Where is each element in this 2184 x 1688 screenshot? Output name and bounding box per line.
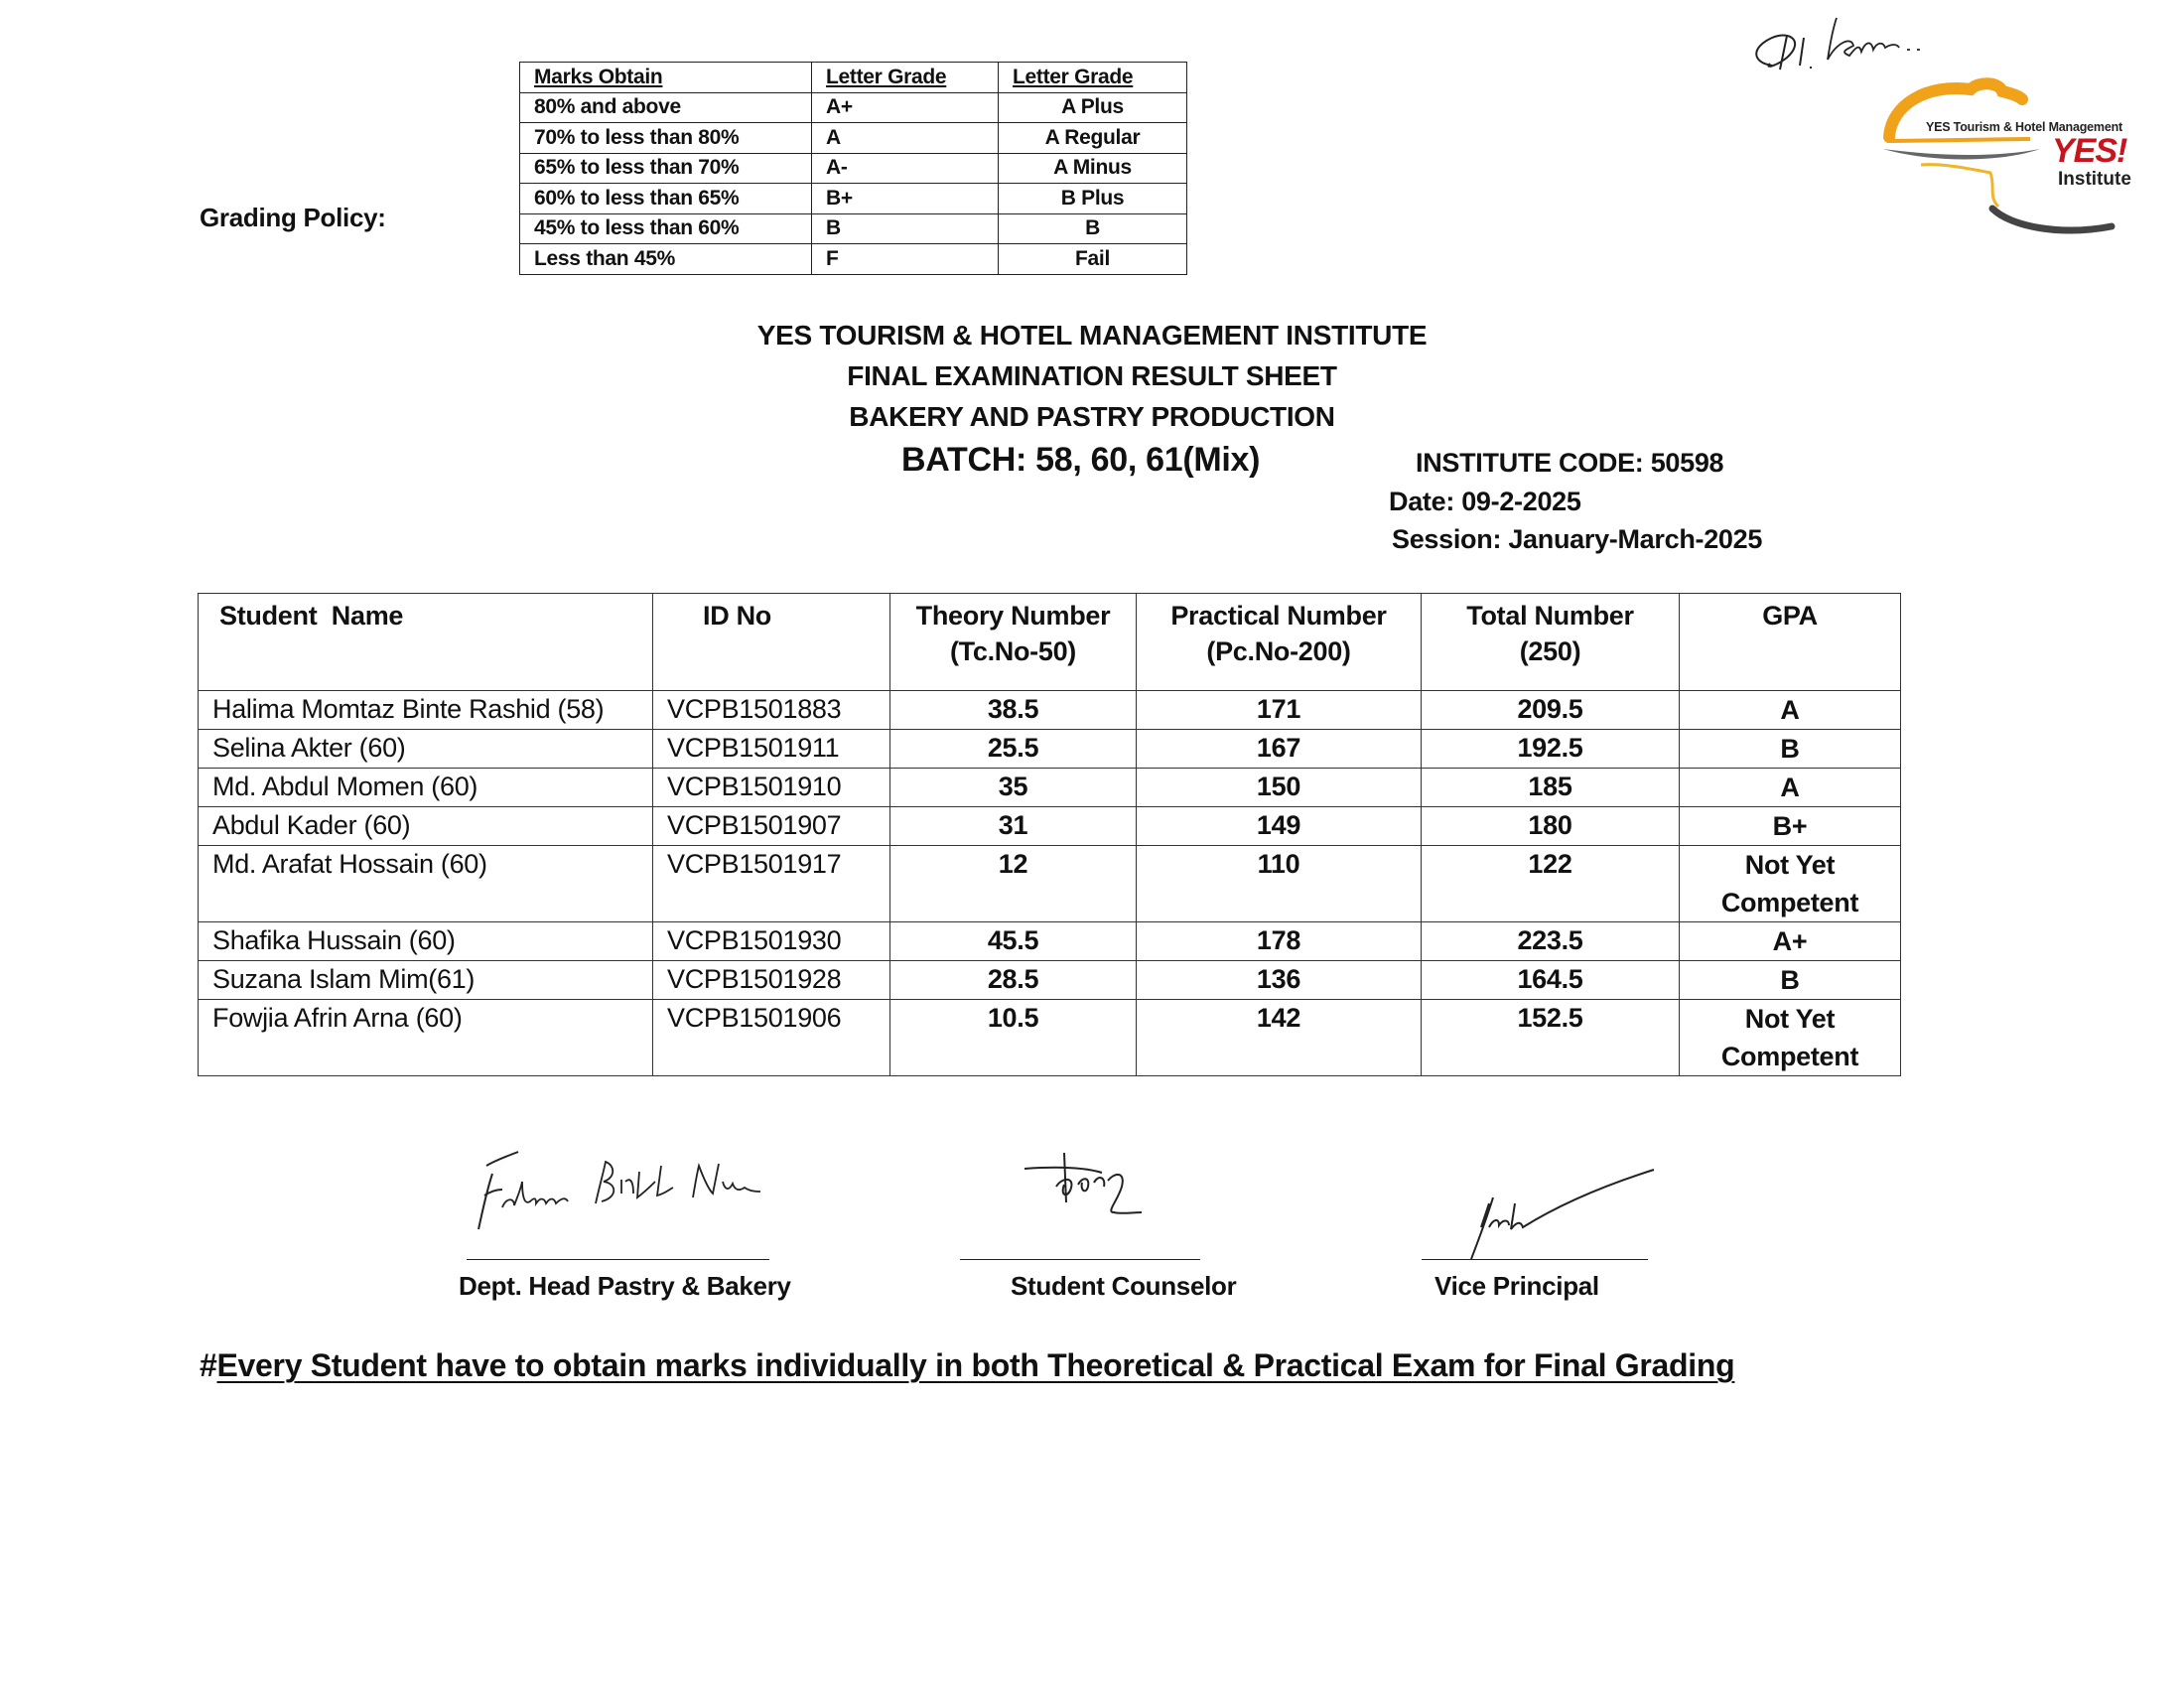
student-id: VCPB1501928 <box>653 961 890 1000</box>
table-row <box>199 922 1901 961</box>
practical-mark: 167 <box>1137 730 1422 769</box>
grading-row <box>520 244 1187 275</box>
column-header-student-name: Student Name <box>199 594 653 691</box>
total-mark: 185 <box>1422 769 1680 807</box>
vice-principal-label: Vice Principal <box>1434 1271 1599 1301</box>
theory-mark: 28.5 <box>890 961 1137 1000</box>
gpa: A+ <box>1680 922 1901 961</box>
gpa <box>1680 1000 1901 1076</box>
grading-row <box>520 92 1187 123</box>
practical-mark: 171 <box>1137 691 1422 730</box>
handwritten-signature-icon <box>457 1142 794 1241</box>
student-name: Abdul Kader (60) <box>199 807 653 846</box>
header-letter-grade-meaning: Letter Grade <box>999 63 1187 93</box>
grading-marks: 80% and above <box>520 92 812 123</box>
student-name: Shafika Hussain (60) <box>199 922 653 961</box>
footnote-hash: # <box>200 1347 217 1383</box>
grading-grade: B+ <box>812 184 999 214</box>
practical-mark: 149 <box>1137 807 1422 846</box>
logo-tagline: YES Tourism & Hotel Management <box>1926 120 2122 134</box>
student-name: Md. Abdul Momen (60) <box>199 769 653 807</box>
student-name: Halima Momtaz Binte Rashid (58) <box>199 691 653 730</box>
column-header-gpa: GPA <box>1680 594 1901 691</box>
student-name: Suzana Islam Mim(61) <box>199 961 653 1000</box>
student-counselor-signature-line <box>960 1259 1200 1260</box>
theory-header-line1: Theory Number <box>915 601 1111 631</box>
institute-logo <box>1881 77 2159 236</box>
column-header-theory <box>890 594 1137 691</box>
grading-meaning: A Plus <box>999 92 1187 123</box>
theory-mark: 45.5 <box>890 922 1137 961</box>
gpa: B <box>1680 730 1901 769</box>
batch-info: BATCH: 58, 60, 61(Mix) <box>901 441 1261 479</box>
grading-row <box>520 153 1187 184</box>
institute-code: INSTITUTE CODE: 50598 <box>1416 448 1724 478</box>
total-header-line2: (250) <box>1519 636 1581 666</box>
grading-policy-label: Grading Policy: <box>200 203 386 232</box>
student-name: Md. Arafat Hossain (60) <box>199 846 653 922</box>
grading-row <box>520 213 1187 244</box>
practical-mark: 136 <box>1137 961 1422 1000</box>
session-info: Session: January-March-2025 <box>1392 524 1763 554</box>
results-header-row <box>199 594 1901 691</box>
grading-marks: 60% to less than 65% <box>520 184 812 214</box>
practical-mark: 150 <box>1137 769 1422 807</box>
practical-mark: 178 <box>1137 922 1422 961</box>
logo-yes-wordmark: YES! <box>2052 132 2127 170</box>
header-letter-grade: Letter Grade <box>812 63 999 93</box>
practical-header-line1: Practical Number <box>1170 601 1387 631</box>
student-name: Selina Akter (60) <box>199 730 653 769</box>
column-header-practical <box>1137 594 1422 691</box>
table-row <box>199 846 1901 922</box>
grading-grade: B <box>812 213 999 244</box>
student-id: VCPB1501911 <box>653 730 890 769</box>
dept-head-signature-line <box>467 1259 769 1260</box>
theory-mark: 10.5 <box>890 1000 1137 1076</box>
grading-meaning: B <box>999 213 1187 244</box>
student-id: VCPB1501930 <box>653 922 890 961</box>
grading-marks: Less than 45% <box>520 244 812 275</box>
grading-meaning: B Plus <box>999 184 1187 214</box>
theory-mark: 31 <box>890 807 1137 846</box>
grading-meaning: A Regular <box>999 123 1187 154</box>
theory-header-line2: (Tc.No-50) <box>949 636 1076 666</box>
student-id: VCPB1501910 <box>653 769 890 807</box>
handwritten-signature-icon <box>1459 1164 1658 1263</box>
grading-footnote <box>200 1347 1734 1384</box>
table-row <box>199 769 1901 807</box>
theory-mark: 35 <box>890 769 1137 807</box>
logo-institute-word: Institute <box>2058 169 2131 190</box>
handwritten-signature-icon <box>1742 8 1971 82</box>
student-id: VCPB1501883 <box>653 691 890 730</box>
theory-mark: 38.5 <box>890 691 1137 730</box>
student-id: VCPB1501917 <box>653 846 890 922</box>
student-counselor-signature <box>1023 1147 1201 1231</box>
grading-grade: F <box>812 244 999 275</box>
header-marks-obtain: Marks Obtain <box>520 63 812 93</box>
gpa: A <box>1680 691 1901 730</box>
top-signature <box>1742 8 1971 82</box>
column-header-id-no: ID No <box>653 594 890 691</box>
student-counselor-label: Student Counselor <box>1011 1271 1237 1301</box>
gpa <box>1680 846 1901 922</box>
institute-name-heading: YES TOURISM & HOTEL MANAGEMENT INSTITUTE <box>756 320 1428 351</box>
student-name: Fowjia Afrin Arna (60) <box>199 1000 653 1076</box>
column-header-total <box>1422 594 1680 691</box>
table-row <box>199 730 1901 769</box>
course-heading: BAKERY AND PASTRY PRODUCTION <box>849 401 1335 432</box>
result-sheet-heading: FINAL EXAMINATION RESULT SHEET <box>847 360 1337 391</box>
gpa-line1: Not Yet <box>1744 1004 1836 1034</box>
total-mark: 192.5 <box>1422 730 1680 769</box>
vice-principal-signature <box>1459 1164 1658 1268</box>
grading-policy-table <box>519 62 1187 275</box>
gpa-line1: Not Yet <box>1744 850 1836 880</box>
student-id: VCPB1501906 <box>653 1000 890 1076</box>
grading-marks: 45% to less than 60% <box>520 213 812 244</box>
gpa-line2: Competent <box>1720 1042 1859 1071</box>
handwritten-signature-icon <box>1023 1147 1201 1226</box>
grading-marks: 70% to less than 80% <box>520 123 812 154</box>
total-mark: 122 <box>1422 846 1680 922</box>
gpa: A <box>1680 769 1901 807</box>
dept-head-signature <box>457 1142 794 1246</box>
gpa: B+ <box>1680 807 1901 846</box>
table-row <box>199 1000 1901 1076</box>
grading-grade: A- <box>812 153 999 184</box>
grading-grade: A <box>812 123 999 154</box>
table-row <box>199 691 1901 730</box>
total-header-line1: Total Number <box>1466 601 1634 631</box>
footnote-text: Every Student have to obtain marks individually in both Theoretical & Practical Exam for Final Grading <box>216 1347 1735 1383</box>
theory-mark: 12 <box>890 846 1137 922</box>
grading-header-row <box>520 63 1187 93</box>
practical-mark: 110 <box>1137 846 1422 922</box>
student-id: VCPB1501907 <box>653 807 890 846</box>
total-mark: 223.5 <box>1422 922 1680 961</box>
exam-date: Date: 09-2-2025 <box>1389 487 1581 516</box>
practical-mark: 142 <box>1137 1000 1422 1076</box>
total-mark: 180 <box>1422 807 1680 846</box>
total-mark: 209.5 <box>1422 691 1680 730</box>
theory-mark: 25.5 <box>890 730 1137 769</box>
grading-row <box>520 184 1187 214</box>
grading-grade: A+ <box>812 92 999 123</box>
table-row <box>199 961 1901 1000</box>
gpa-line2: Competent <box>1720 888 1859 917</box>
gpa: B <box>1680 961 1901 1000</box>
grading-marks: 65% to less than 70% <box>520 153 812 184</box>
dept-head-label: Dept. Head Pastry & Bakery <box>459 1271 791 1301</box>
results-table <box>198 593 1901 1076</box>
total-mark: 152.5 <box>1422 1000 1680 1076</box>
total-mark: 164.5 <box>1422 961 1680 1000</box>
grading-meaning: Fail <box>999 244 1187 275</box>
grading-row <box>520 123 1187 154</box>
table-row <box>199 807 1901 846</box>
grading-meaning: A Minus <box>999 153 1187 184</box>
vice-principal-signature-line <box>1422 1259 1648 1260</box>
practical-header-line2: (Pc.No-200) <box>1206 636 1351 666</box>
